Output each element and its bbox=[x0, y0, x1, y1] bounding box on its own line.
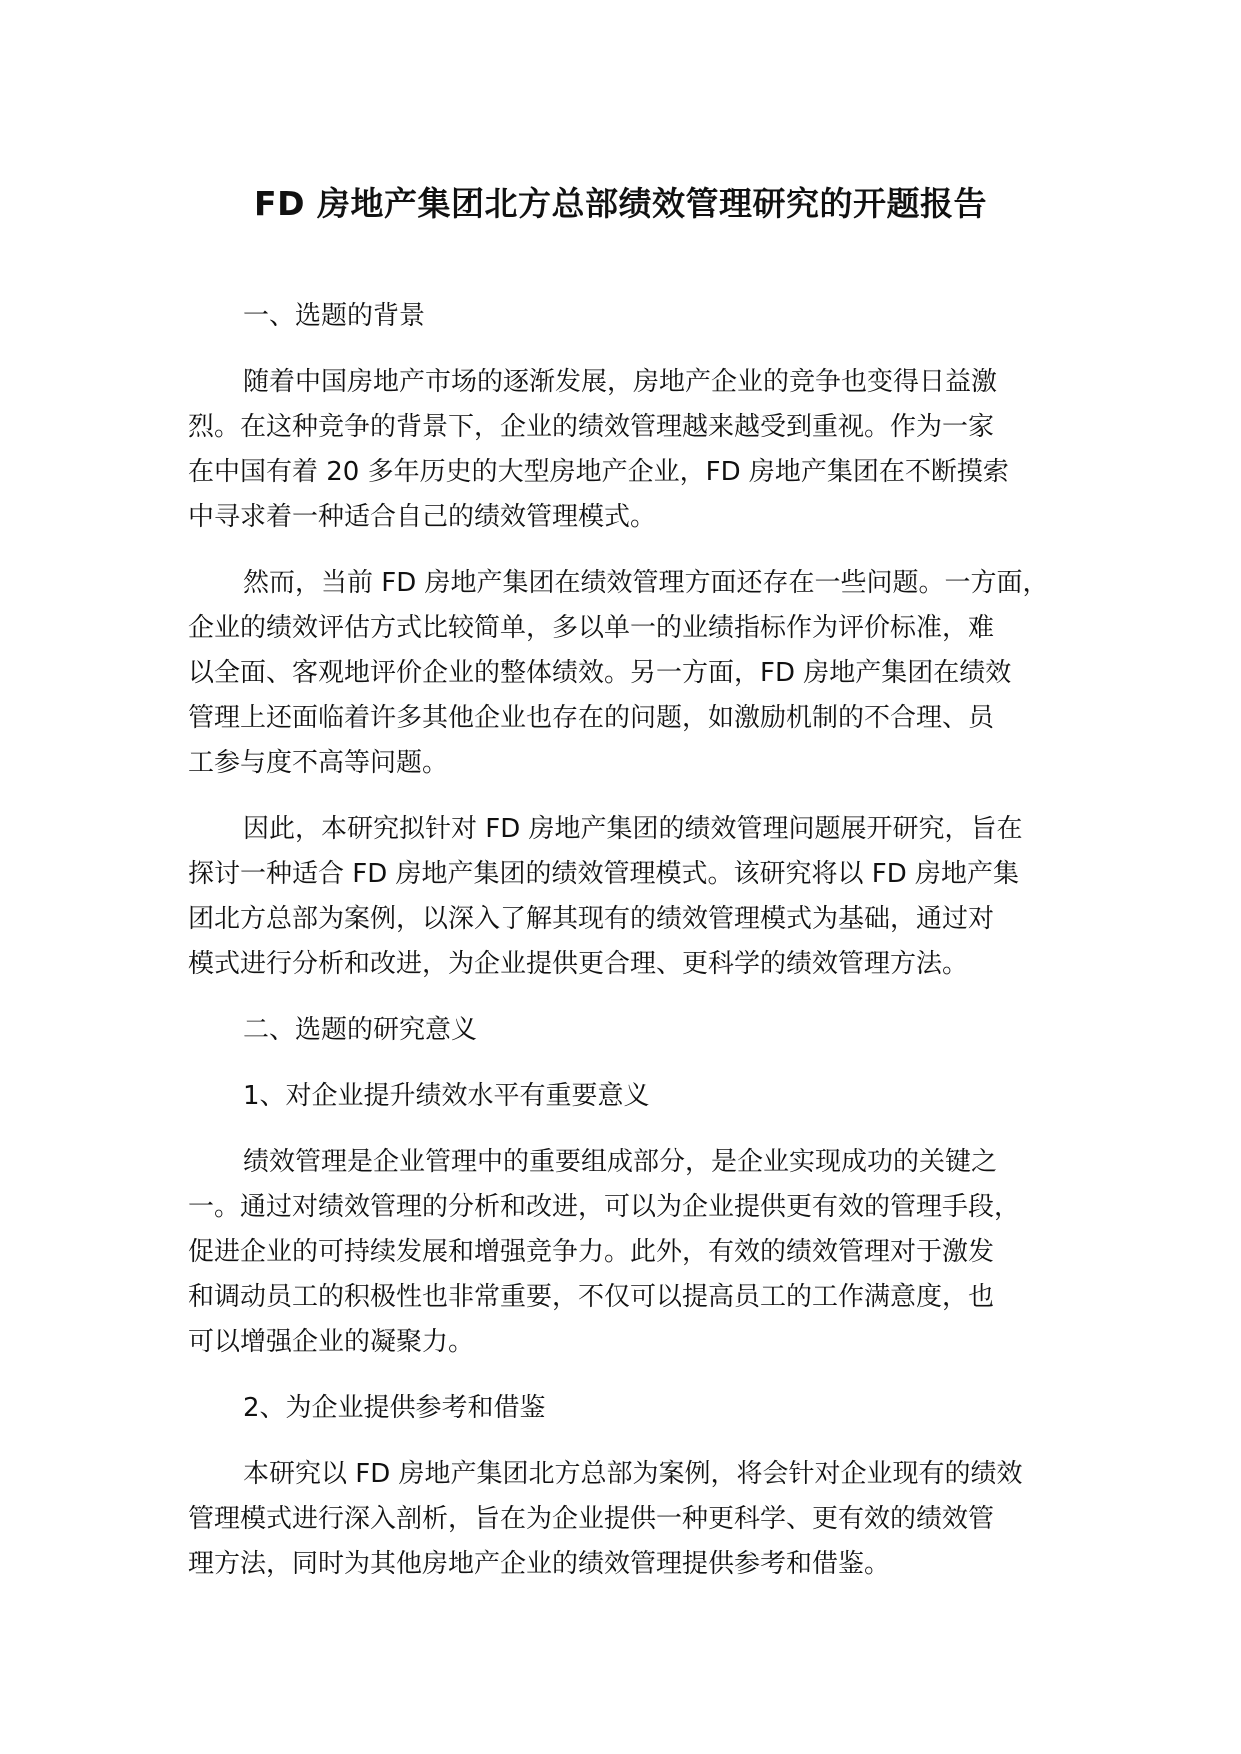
paragraph-line: 一。通过对绩效管理的分析和改进，可以为企业提供更有效的管理手段， bbox=[188, 1192, 1021, 1222]
paragraph-line: 可以增强企业的凝聚力。 bbox=[188, 1327, 475, 1357]
subsection-heading-2: 2、为企业提供参考和借鉴 bbox=[243, 1393, 546, 1423]
paragraph-line: 以全面、客观地评价企业的整体绩效。另一方面，FD 房地产集团在绩效 bbox=[188, 658, 1012, 688]
paragraph-line: 模式进行分析和改进，为企业提供更合理、更科学的绩效管理方法。 bbox=[188, 949, 969, 979]
paragraph-significance-2 bbox=[188, 1452, 1068, 1587]
paragraph-line: 然而，当前 FD 房地产集团在绩效管理方面还存在一些问题。一方面， bbox=[243, 568, 1049, 598]
paragraph-line: 随着中国房地产市场的逐渐发展，房地产企业的竞争也变得日益激 bbox=[243, 367, 998, 397]
document-title: FD 房地产集团北方总部绩效管理研究的开题报告 bbox=[254, 184, 987, 223]
subsection-heading-1: 1、对企业提升绩效水平有重要意义 bbox=[243, 1081, 650, 1111]
paragraph-line: 中寻求着一种适合自己的绩效管理模式。 bbox=[188, 502, 657, 532]
paragraph-line: 工参与度不高等问题。 bbox=[188, 748, 449, 778]
paragraph-line: 团北方总部为案例，以深入了解其现有的绩效管理模式为基础，通过对 bbox=[188, 904, 995, 934]
paragraph-background-1 bbox=[188, 360, 1068, 540]
paragraph-line: 本研究以 FD 房地产集团北方总部为案例，将会针对企业现有的绩效 bbox=[243, 1459, 1023, 1489]
paragraph-line: 因此，本研究拟针对 FD 房地产集团的绩效管理问题展开研究，旨在 bbox=[243, 814, 1023, 844]
paragraph-background-2 bbox=[188, 561, 1068, 786]
paragraph-line: 探讨一种适合 FD 房地产集团的绩效管理模式。该研究将以 FD 房地产集 bbox=[188, 859, 1020, 889]
paragraph-significance-1 bbox=[188, 1140, 1068, 1365]
paragraph-background-3 bbox=[188, 807, 1068, 987]
paragraph-line: 在中国有着 20 多年历史的大型房地产企业，FD 房地产集团在不断摸索 bbox=[188, 457, 1009, 487]
paragraph-line: 绩效管理是企业管理中的重要组成部分，是企业实现成功的关键之 bbox=[243, 1147, 998, 1177]
paragraph-line: 企业的绩效评估方式比较简单，多以单一的业绩指标作为评价标准，难 bbox=[188, 613, 995, 643]
paragraph-line: 和调动员工的积极性也非常重要，不仅可以提高员工的工作满意度，也 bbox=[188, 1282, 995, 1312]
paragraph-line: 促进企业的可持续发展和增强竞争力。此外，有效的绩效管理对于激发 bbox=[188, 1237, 995, 1267]
paragraph-line: 烈。在这种竞争的背景下，企业的绩效管理越来越受到重视。作为一家 bbox=[188, 412, 995, 442]
paragraph-line: 理方法，同时为其他房地产企业的绩效管理提供参考和借鉴。 bbox=[188, 1549, 891, 1579]
section-heading-background: 一、选题的背景 bbox=[243, 301, 426, 331]
paragraph-line: 管理上还面临着许多其他企业也存在的问题，如激励机制的不合理、员 bbox=[188, 703, 995, 733]
paragraph-line: 管理模式进行深入剖析，旨在为企业提供一种更科学、更有效的绩效管 bbox=[188, 1504, 995, 1534]
section-heading-significance: 二、选题的研究意义 bbox=[243, 1015, 478, 1045]
document-body bbox=[188, 294, 1068, 1608]
